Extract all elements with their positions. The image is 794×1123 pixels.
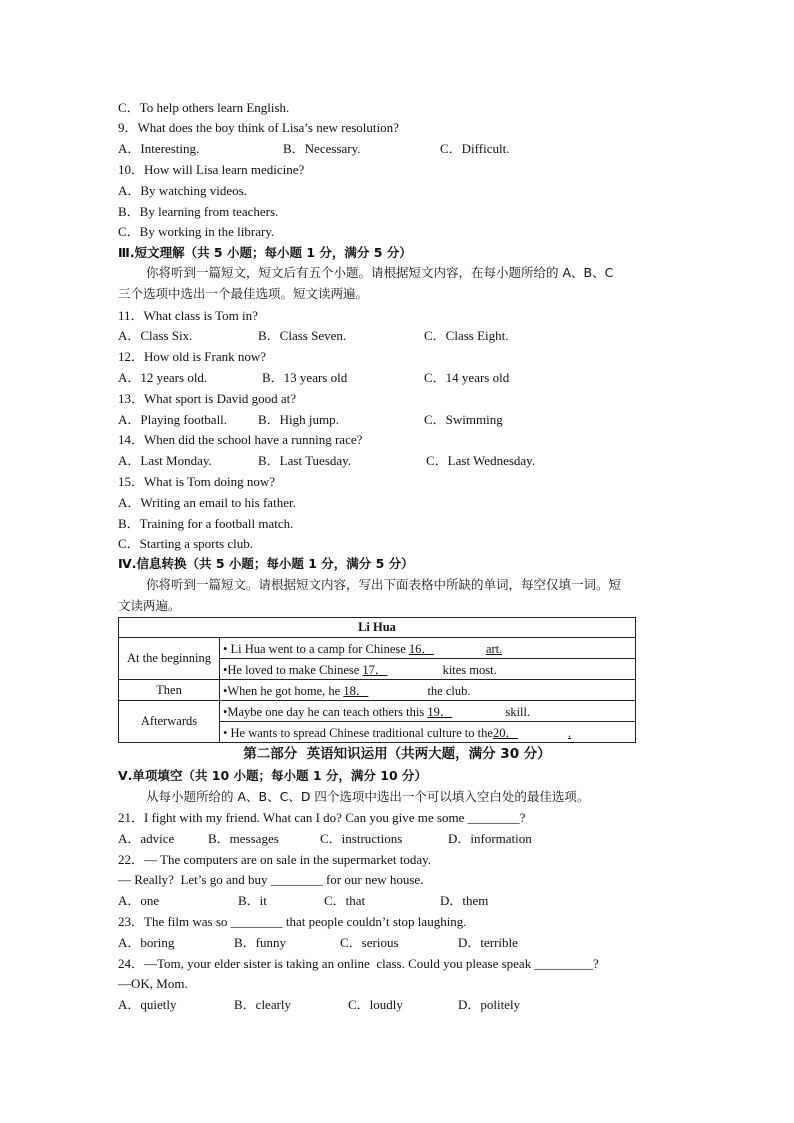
cell-text: • He wants to spread Chinese traditional culture to the	[223, 726, 493, 740]
q22-option-d: D．them	[440, 893, 489, 908]
q24-option-c: C．loudly	[348, 997, 403, 1012]
q13-option-a: A．Playing football.	[118, 412, 228, 427]
cell-text: •When he got home, he	[223, 684, 344, 698]
q23-option-d: D．terrible	[458, 935, 518, 950]
q12-option-c: C．14 years old	[424, 370, 510, 385]
q24-option-d: D．politely	[458, 997, 521, 1012]
cell-text: kites most.	[439, 663, 497, 677]
blank-17[interactable]	[362, 663, 439, 677]
table-cell	[220, 701, 636, 722]
q14-option-a: A．Last Monday.	[118, 453, 212, 468]
q22-line2: — Really? Let’s go and buy ________ for our new house.	[118, 872, 424, 887]
q21-option-a: A．advice	[118, 831, 175, 846]
table-cell	[220, 722, 636, 743]
blank-19[interactable]	[427, 705, 502, 719]
cell-text: .	[567, 726, 572, 740]
q10-option-c: C．By working in the library.	[118, 224, 275, 239]
q9-option-c: C．Difficult.	[440, 141, 510, 156]
info-table	[118, 617, 636, 743]
q12-option-b: B．13 years old	[262, 370, 348, 385]
section5-heading: Ⅴ.单项填空（共 10 小题；每小题 1 分，满分 10 分）	[118, 768, 428, 783]
cell-text: • Li Hua went to a camp for Chinese	[223, 642, 409, 656]
q22-option-a: A．one	[118, 893, 160, 908]
q14-option-c: C．Last Wednesday.	[426, 453, 536, 468]
q23-option-c: C．serious	[340, 935, 399, 950]
q12-option-a: A．12 years old.	[118, 370, 208, 385]
q10-option-a: A．By watching videos.	[118, 183, 247, 198]
q24-option-b: B．clearly	[234, 997, 292, 1012]
q24-option-a: A．quietly	[118, 997, 177, 1012]
q24-line2: —OK, Mom.	[118, 976, 188, 991]
table-cell	[220, 638, 636, 659]
section4-instruction-line2: 文读两遍。	[118, 598, 181, 613]
q14-option-b: B．Last Tuesday.	[258, 453, 352, 468]
cell-text: •Maybe one day he can teach others this	[223, 705, 428, 719]
q9-option-a: A．Interesting.	[118, 141, 200, 156]
q24-line1: 24．—Tom, your elder sister is taking an online class. Could you please speak _________?	[118, 956, 599, 971]
q9-stem: 9．What does the boy think of Lisa’s new resolution?	[118, 120, 399, 135]
q23-stem: 23．The film was so ________ that people couldn’t stop laughing.	[118, 914, 467, 929]
table-cell	[220, 680, 636, 701]
section3-heading: Ⅲ.短文理解（共 5 小题；每小题 1 分，满分 5 分）	[118, 245, 412, 260]
q11-option-b: B．Class Seven.	[258, 328, 347, 343]
row-label-beginning: At the beginning	[119, 638, 220, 680]
q22-option-c: C．that	[324, 893, 366, 908]
part2-heading: 第二部分 英语知识运用（共两大题，满分 30 分）	[243, 746, 551, 762]
blank-number: 20．	[492, 726, 518, 740]
table-title: Li Hua	[119, 618, 636, 638]
q9-option-b: B．Necessary.	[283, 141, 361, 156]
section3-instruction-line2: 三个选项中选出一个最佳选项。短文读两遍。	[118, 286, 369, 301]
q22-line1: 22．— The computers are on sale in the supermarket today.	[118, 852, 431, 867]
blank-number: 19．	[427, 705, 453, 719]
blank-16[interactable]	[409, 642, 486, 656]
table-cell	[220, 659, 636, 680]
blank-number: 17．	[362, 663, 388, 677]
q10-stem: 10．How will Lisa learn medicine?	[118, 162, 305, 177]
row-label-afterwards: Afterwards	[119, 701, 220, 743]
q11-stem: 11．What class is Tom in?	[118, 308, 258, 323]
q10-option-b: B．By learning from teachers.	[118, 204, 279, 219]
q21-option-b: B．messages	[208, 831, 279, 846]
cell-text: the club.	[424, 684, 471, 698]
section4-heading: Ⅳ.信息转换（共 5 小题；每小题 1 分，满分 5 分）	[118, 556, 414, 571]
blank-20[interactable]	[493, 726, 568, 740]
cell-text: skill.	[502, 705, 531, 719]
blank-18[interactable]	[343, 684, 424, 698]
row-label-then: Then	[119, 680, 220, 701]
q22-option-b: B．it	[238, 893, 267, 908]
q21-option-c: C．instructions	[320, 831, 403, 846]
q11-option-c: C．Class Eight.	[424, 328, 509, 343]
cell-text: art.	[485, 642, 503, 656]
q15-option-a: A．Writing an email to his father.	[118, 495, 296, 510]
q13-stem: 13．What sport is David good at?	[118, 391, 296, 406]
blank-number: 18．	[343, 684, 369, 698]
q21-stem: 21．I fight with my friend. What can I do? Can you give me some ________?	[118, 810, 526, 825]
q8-option-c: C．To help others learn English.	[118, 100, 290, 115]
q15-option-b: B．Training for a football match.	[118, 516, 294, 531]
section4-instruction-line1: 你将听到一篇短文。请根据短文内容，写出下面表格中所缺的单词，每空仅填一词。短	[146, 577, 622, 592]
cell-text: •He loved to make Chinese	[223, 663, 363, 677]
q21-option-d: D．information	[448, 831, 532, 846]
blank-number: 16．	[408, 642, 434, 656]
section3-instruction-line1: 你将听到一篇短文，短文后有五个小题。请根据短文内容，在每小题所给的 A、B、C	[146, 265, 614, 280]
q14-stem: 14．When did the school have a running race?	[118, 432, 363, 447]
q23-option-b: B．funny	[234, 935, 287, 950]
q15-stem: 15．What is Tom doing now?	[118, 474, 276, 489]
q23-option-a: A．boring	[118, 935, 175, 950]
q13-option-b: B．High jump.	[258, 412, 339, 427]
q12-stem: 12．How old is Frank now?	[118, 349, 267, 364]
q15-option-c: C．Starting a sports club.	[118, 536, 254, 551]
q13-option-c: C．Swimming	[424, 412, 503, 427]
section5-instruction: 从每小题所给的 A、B、C、D 四个选项中选出一个可以填入空白处的最佳选项。	[146, 789, 590, 804]
q11-option-a: A．Class Six.	[118, 328, 193, 343]
